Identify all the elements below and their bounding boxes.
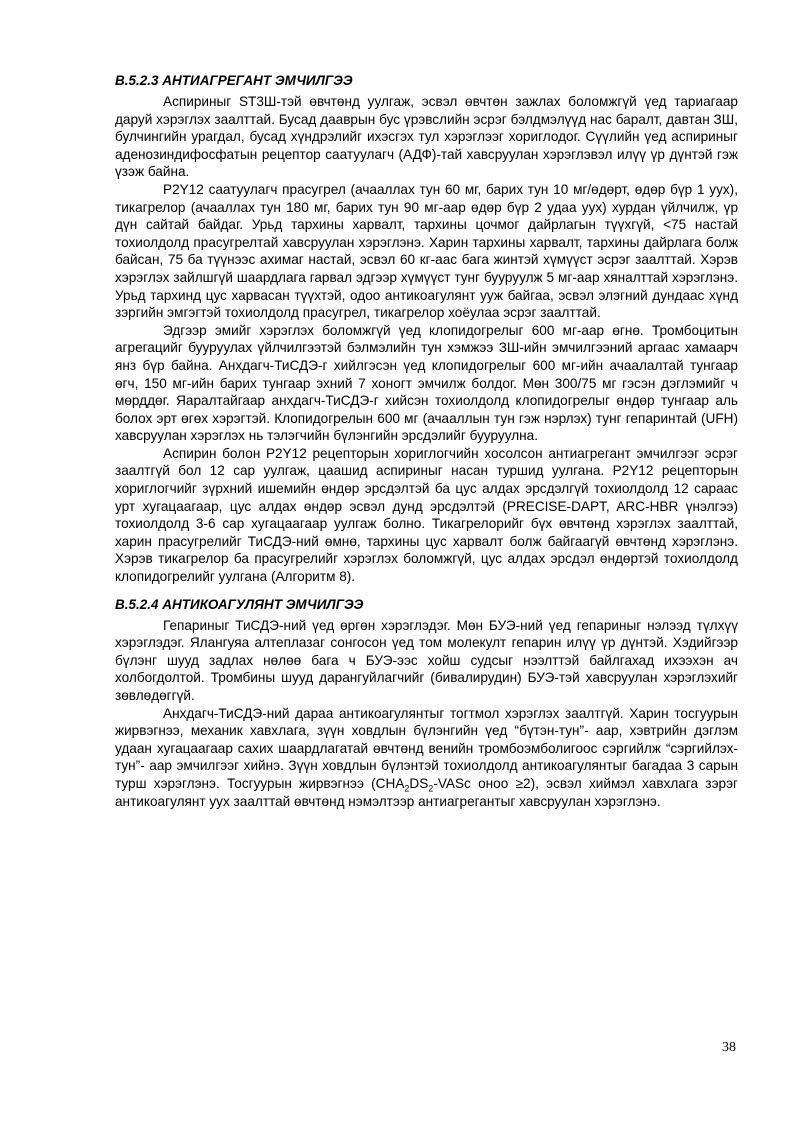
page-number: 38 [722,1040,736,1055]
text-after-subscript: -VASc оноо ≥2), эсвэл хиймэл хавхлага зэрэг антикоагулянт уух заалттай өвчтөнд нэмэлтээр антиагрегантыг хавсруулан хэрэглэнэ. [115,775,738,809]
section-title-anticoagulant: B.5.2.4 АНТИКОАГУЛЯНТ ЭМЧИЛГЭЭ [115,596,364,612]
text-mid: DS [409,775,429,791]
section-title-antiaggregant: B.5.2.3 АНТИАГРЕГАНТ ЭМЧИЛГЭЭ [115,73,353,88]
paragraph-combined-therapy: Аспирин болон P2Y12 рецепторын хориглогчийн хосолсон антиагрегант эмчилгээг эсрэг заалтгүй бол 12 сар уулгаж, цаашид аспириныг насан туршид уулгана. P2Y12 рецепторын хориглогчийг зүрхний ишемийн өндөр эрсдэлтэй ба цус алдах эрсдэлгүй тохиолдолд 12 сараас урт хугацаагаар, цус алдах өндөр эсвэл дунд эрсдэлтэй (PRECISE-DAPT, ARC-HBR үнэлгээ) тохиолдолд 3-6 сар хугацаагаар уулгаж болно. Тикагрелорийг бүх өвчтөнд хэрэглэх заалттай, харин прасугрелийг ТиСДЭ-ний өмнө, тархины цус харвалт болж байгаагүй өвчтөнд хэрэглэнэ. Хэрэв тикагрелор ба прасугрелийг хэрэглэх боломжгүй, цус алдах эрсдэл өндөртэй тохиолдолд клопидогрелийг уулгана (Алгоритм 8). [115,445,738,585]
paragraph-clopidogrel: Эдгээр эмийг хэрэглэх боломжгүй үед клопидогрелыг 600 мг-аар өгнө. Тромбоцитын агрегацийг бууруулах үйлчилгээтэй бэлмэлийн тун хэмжээ ЗШ-ийн эмчилгээний аргаас хамаарч янз бүр байна. Анхдагч-ТиСДЭ-г хийлгэсэн үед клопидогрелыг 600 мг-ийн ачаалалтай тунгаар өгч, 150 мг-ийн барих тунгаар эхний 7 хоногт эмчилж болдог. Мөн 300/75 мг гэсэн дэглэмийг ч мөрддөг. Яаралтайгаар анхдагч-ТиСДЭ-г хийсэн тохиолдолд клопидогрелыг өндөр тунгаар аль болох эрт өгөх хэрэгтэй. Клопидогрелын 600 мг (ачааллын тун гэж нэрлэх) тунг гепаринтай (UFH) хавсруулан хэрэглэх нь тэлэгчийн бүлэнгийн эрсдэлийг бууруулна. [115,322,738,444]
paragraph-aspirin: Аспириныг ST3Ш-тэй өвчтөнд уулгаж, эсвэл өвчтөн зажлах боломжгүй үед тариагаар даруй хэрэглэх заалттай. Бусад дааврын бус үрэвслийн эсрэг бэлдмэлүүд нас баралт, давтан ЗШ, булчингийн урагдал, бусад хүндрэлийг ихэсгэх тул хэрэглээг хориглодог. Сүүлийн үед аспириныг аденозиндифосфатын рецептор саатуулагч (АДФ)-тай хавсруулан хэрэглэвэл илүү үр дүнтэй гэж үзэж байна. [115,94,738,180]
subscript-2: 2 [428,783,434,794]
text-before-subscript: Анхдагч-ТиСДЭ-ний дараа антикоагулянтыг тогтмол хэрэглэх заалтгүй. Харин тосгуурын жирвэгнээ, механик хавхлага, зүүн ховдлын бүлэнгийн үед “бүтэн-тун”- аар, хэвтрийн дэглэм удаан хугацаагаар сахих шаардлагатай өвчтөнд венийн тромбоэмболигоос сэргийлж “сэргийлэх-тун”- аар эмчилгээг хийнэ. Зүүн ховдлын бүлэнтэй тохиолдолд антикоагулянтыг багадаа 3 сарын турш хэрэглэнэ. Тосгуурын жирвэгнээ (CHA [115,705,738,791]
document-page [115,72,738,810]
paragraph-heparin: Гепариныг ТиСДЭ-ний үед өргөн хэрэглэдэг. Мөн БУЭ-ний үед гепариныг нэлээд түлхүү хэрэглэдэг. Ялангуяа алтеплазаг сонгосон үед том молекулт гепарин илүү үр дүнтэй. Хэдийгээр бүлэнг шууд задлах нөлөө бага ч БУЭ-ээс хойш судсыг нээлттэй байлгахад ихээхэн ач холбогдолтой. Тромбины шууд дарангуйлагчийг (бивалирудин) БУЭ-тэй хавсруулан хэрэглэхийг зөвлөдөггүй. [115,617,738,703]
paragraph-anticoagulant-indications [115,705,738,811]
paragraph-p2y12: P2Y12 саатуулагч прасугрел (ачааллах тун 60 мг, барих тун 10 мг/өдөрт, өдөр бүр 1 уух), тикагрелор (ачааллах тун 180 мг, барих тун 90 мг-аар өдөр бүр 2 удаа уух) хурдан үйлчилж, үр дүн сайтай байдаг. Урьд тархины харвалт, тархины цочмог дайрлагын түүхгүй, <75 настай тохиолдолд прасугрелтай хавсруулан хэрэглэнэ. Харин тархины харвалт, тархины дайрлага болж байсан, 75 ба түүнээс ахимаг настай, эсвэл 60 кг-аас бага жинтэй хүмүүст эсрэг заалттай. Хэрэв хэрэглэх зайлшгүй шаардлага гарвал эдгээр хүмүүст тунг бууруулж 5 мг-аар хяналттай хэрэглэнэ. Урьд тархинд цус харвасан түүхтэй, одоо антикоагулянт ууж байгаа, эсвэл элэгний дундаас хүнд зэргийн эмгэгтэй тохиолдолд прасугрел, тикагрелор хоёулаа эсрэг заалттай. [115,181,738,321]
subscript-1: 2 [404,783,410,794]
